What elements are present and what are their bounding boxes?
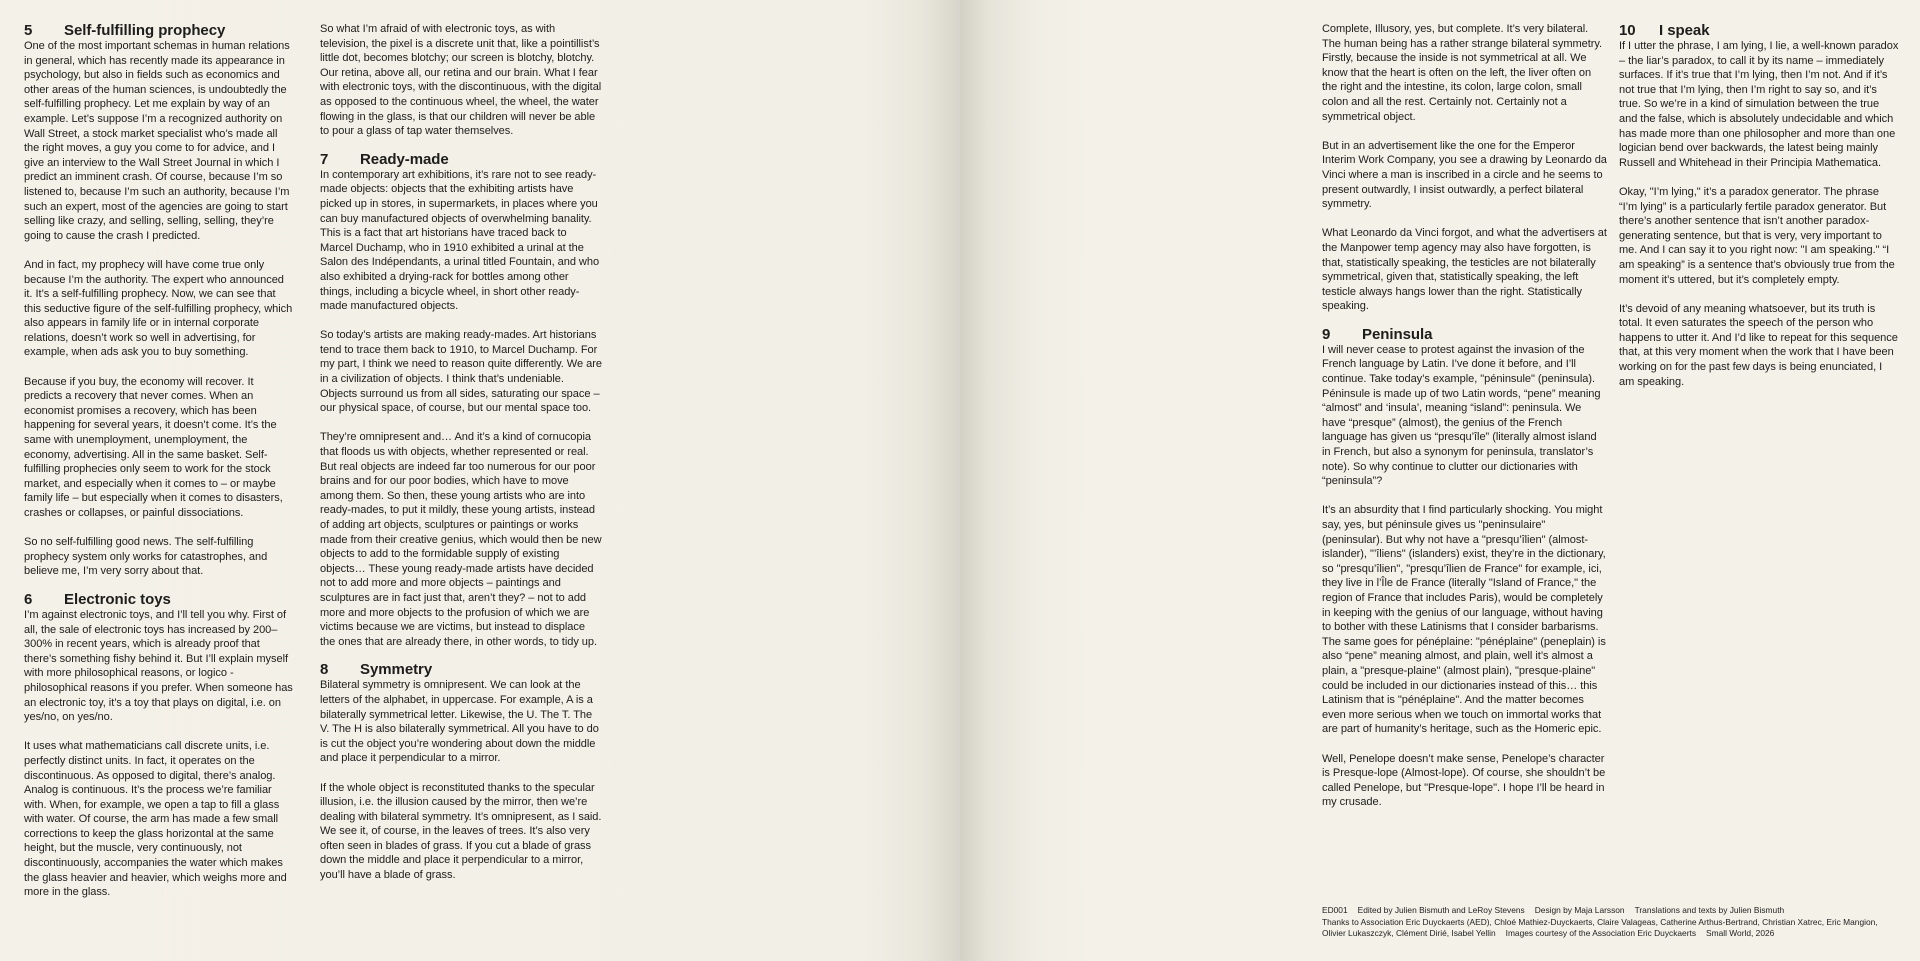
section-title: Peninsula (1362, 325, 1433, 343)
section-title: Self-fulfilling prophecy (64, 22, 226, 39)
section (320, 22, 602, 139)
column-3 (1322, 22, 1607, 810)
section-title: Electronic toys (64, 590, 171, 608)
paragraph: Bilateral symmetry is omnipresent. We can look at the letters of the alphabet, in uppercase. For example, A is a bilaterally symmetrical letter. Likewise, the U. The T. The V. The H is also bilaterally symmetrical. All you have to do is cut the object you’re wondering about down the middle and place it perpendicular to a mirror. (320, 679, 599, 765)
paragraph: So what I’m afraid of with electronic toys, as with television, the pixel is a discrete unit that, like a pointillist’s little dot, becomes blotchy; our screen is blotchy, blotchy. Our retina, above all, our retina and our brain. What I fear with electronic toys, with the discontinuous, with the digital as opposed to the continuous wheel, the wheel, the water flowing in the glass, is that our children will never be able to pour a glass of tap water themselves. (320, 23, 602, 138)
section (320, 151, 602, 650)
paragraph: What Leonardo da Vinci forgot, and what the advertisers at the Manpower temp agency may also have forgotten, is that, statistically speaking, the testicles are not bilaterally symmetrical, given that, statistically speaking, the left testicle always hangs lower than the right. Statistically speaking. (1322, 227, 1607, 313)
paragraph: Because if you buy, the economy will recover. It predicts a recovery that never comes. When an economist promises a recovery, which has been happening for several years, it doesn’t come. It’s the same with unemployment, unemployment, the economy, advertising. All in the same basket. Self-fulfilling prophecies only seem to work for the stock market, and especially when it comes to – or maybe family life – but especially when it comes to disasters, crashes or collapses, or painful dissociations. (24, 375, 283, 519)
paragraph: I’m against electronic toys, and I’ll tell you why. First of all, the sale of electronic toys has increased by 200–300% in recent years, which is already proof that there’s something fishy behind it. But I’ll explain myself with more philosophical reasons, or logico -philosophical reasons if you prefer. When someone has an electronic toy, it’s a toy that plays on digital, i.e. on yes/no, on yes/no. (24, 608, 293, 724)
section-number: 10 (1619, 22, 1636, 39)
section (1619, 22, 1899, 389)
colophon-images: Images courtesy of the Association Eric Duyckaerts (1505, 928, 1697, 939)
paragraph: If I utter the phrase, I am lying, I lie, a well-known paradox – the liar’s paradox, to call it by its name – immediately surfaces. If it’s true that I’m lying, then I’m not. And if it’s not true that I’m lying, then I’m right to say so, and it’s true. So we’re in a kind of simulation between the true and the false, which is absolutely undecidable and which has made more than one philosopher and more than one logician bend over backwards, the latest being mainly Russell and Whitehead in their Principia Mathematica. (1619, 40, 1899, 169)
colophon-code: ED001 (1322, 905, 1348, 915)
section-title: Ready-made (360, 150, 449, 168)
column-1 (24, 22, 294, 900)
paragraph: And in fact, my prophecy will have come true only because I’m the authority. The expert who announced it. It’s a self-fulfilling prophecy. Now, we can see that this seductive figure of the self-fulfilling prophecy, which also appears in family life or in internal corporate relations, doesn’t work so well in advertising, for example, when ads ask you to buy something. (24, 258, 293, 359)
colophon-thanks: Thanks to Association Eric Duyckaerts (AED), Chloé Mathiez-Duyckaerts, Claire Valageas, Catherine Arthus-Bertrand, Christian Xatrec, Eric Mangion, Olivier Lukaszczyk, Clément Dirié, Isabel Yellin (1322, 916, 1878, 939)
section (24, 591, 294, 900)
section-heading (1322, 326, 1607, 343)
section-heading (320, 151, 602, 168)
colophon-line-1 (1322, 905, 1902, 917)
paragraph: Okay, "I’m lying," it’s a paradox generator. The phrase “I’m lying” is a particularly fertile paradox generator. But there’s another sentence that isn’t another paradox-generating sentence, but that is very, very important to me. And I can say it to you right now: "I am speaking." “I am speaking” is a sentence that’s obviously true from the moment it’s uttered, but it’s completely empty. (1619, 185, 1895, 286)
colophon (1322, 905, 1902, 940)
colophon-publisher: Small World, 2026 (1706, 928, 1775, 939)
section (1322, 22, 1607, 314)
paragraph: Well, Penelope doesn’t make sense, Penelope’s character is Presque-lope (Almost-lope). Of course, she shouldn’t be called Penelope, but "Presque-lope". I hope I’ll be heard in my crusade. (1322, 752, 1606, 809)
colophon-editors: Edited by Julien Bismuth and LeRoy Stevens (1357, 905, 1525, 915)
paragraph: Complete, Illusory, yes, but complete. It’s very bilateral. The human being has a rather strange bilateral symmetry. Firstly, because the inside is not symmetrical at all. We know that the heart is often on the left, the liver often on the right and the intestine, its colon, large colon, small colon and all the rest. Certainly not. Certainly not a symmetrical object. (1322, 23, 1603, 123)
section-number: 7 (320, 150, 329, 168)
paragraph: So no self-fulfilling good news. The self-fulfilling prophecy system only works for catastrophes, and believe me, I’m very sorry about that. (24, 536, 268, 578)
colophon-design: Design by Maja Larsson (1534, 905, 1625, 915)
section-number: 9 (1322, 325, 1331, 343)
section-heading (24, 22, 294, 39)
colophon-translations: Translations and texts by Julien Bismuth (1634, 905, 1785, 915)
column-4 (1619, 22, 1899, 389)
paragraph: It uses what mathematicians call discrete units, i.e. perfectly distinct units. In fact, it operates on the discontinuous. As opposed to digital, there’s analog. Analog is continuous. It’s the process we’re familiar with. When, for example, we open a tap to fill a glass with water. Of course, the arm has made a few small corrections to keep the glass horizontal at the same height, but the muscle, very continuously, not discontinuously, accompanies the water which makes the glass heavier and heavier, which weighs more and more in the glass. (24, 740, 287, 899)
colophon-line-2 (1322, 917, 1902, 940)
section-number: 5 (24, 22, 33, 39)
paragraph: They’re omnipresent and… And it’s a kind of cornucopia that floods us with objects, whether represented or real. But real objects are indeed far too numerous for our poor brains and for our poor bodies, which have to move among them. So then, these young artists who are into ready-mades, to put it mildly, these young artists, instead of adding art objects, sculptures or paintings or works made from their creative genius, which would then be new objects to add to the formidable supply of existing objects… These young ready-made artists have decided not to add more and more objects – paintings and sculptures are in fact just that, aren’t they? – not to add more and more objects to the profusion of which we are victims because we are victims, but instead to displace the ones that are already there, in other words, to tidy up. (320, 431, 602, 648)
paragraph: In contemporary art exhibitions, it’s rare not to see ready-made objects: objects that the exhibiting artists have picked up in stores, in supermarkets, in places where you can buy manufactured objects of overwhelming banality. This is a fact that art historians have traced back to Marcel Duchamp, who in 1910 exhibited a urinal at the Salon des Indépendants, a urinal titled Fountain, and who also exhibited a drying-rack for bottles among other things, including a bicycle wheel, in short other ready-made manufactured objects. (320, 168, 600, 313)
section-heading (1619, 22, 1899, 39)
paragraph: So today’s artists are making ready-mades. Art historians tend to trace them back to 1910, to Marcel Duchamp. For my part, I think we need to reason quite differently. We are in a civilization of objects. I think that’s undeniable. Objects surround us from all sides, saturating our space – our physical space, of course, but our mental space too. (320, 329, 602, 415)
column-2 (320, 22, 602, 883)
paragraph: I will never cease to protest against the invasion of the French language by Latin. I’ve done it before, and I’ll continue. Take today’s example, "péninsule" (peninsula). Péninsule is made up of two Latin words, “pene” meaning “almost” and ‘insula’, meaning “island”: peninsula. We have “presque” (almost), the genius of the French language has given us “presqu’île” (literally almost island in French, but also a synonym for peninsula, translator’s note). So why continue to clutter our dictionaries with “peninsula”? (1322, 343, 1601, 488)
paragraph: If the whole object is reconstituted thanks to the specular illusion, i.e. the illusion caused by the mirror, then we’re dealing with bilateral symmetry. It’s omnipresent, as I said. We see it, of course, in the leaves of trees. It’s also very often seen in blades of grass. If you cut a blade of grass down the middle and place it perpendicular to a mirror, you’ll have a blade of grass. (320, 781, 602, 882)
section (24, 22, 294, 579)
right-page (960, 0, 1920, 961)
paragraph: It’s devoid of any meaning whatsoever, but its truth is total. It even saturates the speech of the person who happens to utter it. And I’d like to repeat for this sequence that, at this very moment when the work that I have been working on for the past few days is being enunciated, I am speaking. (1619, 302, 1898, 388)
section-heading (24, 591, 294, 608)
paragraph: But in an advertisement like the one for the Emperor Interim Work Company, you see a drawing by Leonardo da Vinci where a man is inscribed in a circle and he seems to present outwardly, I insist outwardly, a perfect bilateral symmetry. (1322, 139, 1607, 211)
section-title: I speak (1659, 22, 1710, 39)
paragraph: It’s an absurdity that I find particularly shocking. You might say, yes, but péninsule gives us "peninsulaire" (peninsular). But why not have a "presqu’îlien" (almost-islander), "’îliens" (islanders) exist, they’re in the dictionary, so "presqu’îlien", "presqu’îlien de France" for example, ici, they live in l’Île de France (literally "Island of France," the region of France that includes Paris), would be completely in keeping with the genius of our language, without having to bother with these Latinisms that I consider barbarisms. The same goes for pénéplaine: "pénéplaine" (peneplain) is also “pene” meaning almost, and plain, well it’s almost a plain, a "presque-plaine" (almost plain), "presque-plaine" could be included in our dictionaries instead of this… this Latinism that is "pénéplaine". And the matter becomes even more serious when we touch on immortal works that are part of humanity’s heritage, such as the Homeric epic. (1322, 504, 1606, 736)
section (320, 661, 602, 882)
section-number: 6 (24, 590, 33, 608)
section (1322, 326, 1607, 810)
section-title: Symmetry (360, 661, 433, 679)
section-heading (320, 661, 602, 678)
paragraph: One of the most important schemas in human relations in general, which has recently made its appearance in psychology, but also in fields such as economics and other areas of the human sciences, is undoubtedly the self-fulfilling prophecy. Let me explain by way of an example. Let’s suppose I’m a recognized authority on Wall Street, a stock market specialist who’s made all the right moves, a guy you come to for advice, and I give an interview to the Wall Street Journal in which I predict an imminent crash. Of course, because I’m so listened to, because I’m such an authority, because I’m such an expert, most of the agencies are going to start selling like crazy, and selling, selling, selling, they’re going to cause the crash I predicted. (24, 40, 290, 242)
section-number: 8 (320, 661, 329, 679)
